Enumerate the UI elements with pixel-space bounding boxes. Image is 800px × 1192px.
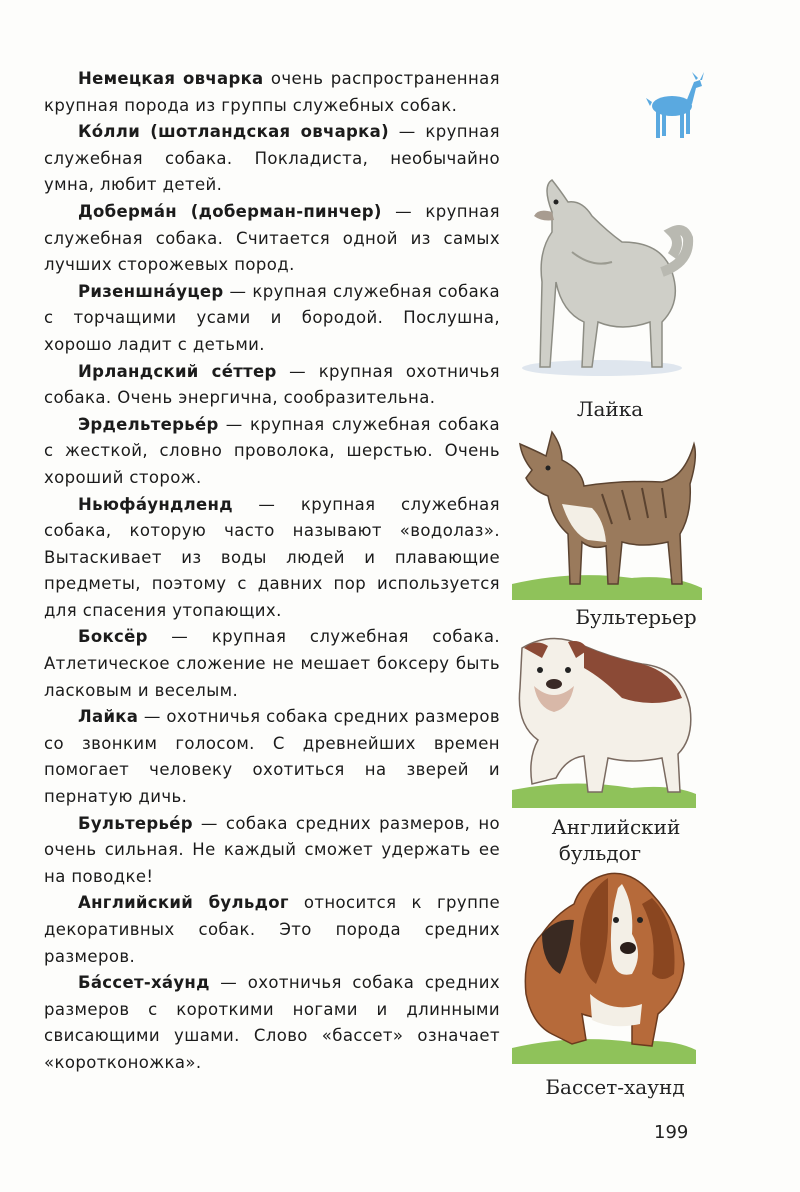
entry-collie: Ко́лли (шотландская овчарка) — крупная служебная собака. Покладиста, необычайно умна, любит детей. bbox=[44, 122, 500, 195]
entry-irish-setter: Ирландский сéттер — крупная охотничья собака. Очень энергична, сообразительна. bbox=[44, 361, 500, 408]
page-number: 199 bbox=[654, 1122, 689, 1143]
entry-riesenschnauzer: Ризеншнáуцер — крупная служебная собака с торчащими усами и бородой. Послушна, хорошо ладит с детьми. bbox=[44, 281, 500, 354]
entry-german-shepherd: Немецкая овчарка очень распространенная крупная порода из группы служебных собак. bbox=[44, 69, 500, 115]
caption-bulldog-line1: Английский bbox=[551, 815, 681, 839]
entry-newfoundland: Ньюфáундленд — крупная служебная собака, которую часто называют «водолаз». Вытаскивает из воды людей и плавающие предметы, поэтому с давних пор используется для спасения утопающих. bbox=[44, 494, 500, 620]
entry-airedale: Эрдельтерьéр — крупная служебная собака с жесткой, словно проволока, шерстью. Очень хороший сторож. bbox=[44, 414, 500, 487]
entry-boxer: Боксёр — крупная служебная собака. Атлетическое сложение не мешает боксеру быть ласковым и веселым. bbox=[44, 627, 500, 700]
caption-bulldog-line2: бульдог bbox=[558, 841, 642, 865]
caption-laika: Лайка bbox=[576, 397, 644, 421]
deer-icon bbox=[642, 72, 708, 142]
entry-basset-hound: Бáссет-хáунд — охотничья собака средних размеров с короткими ногами и длинными свисающими ушами. Слово «бассет» означает «коротконожка». bbox=[44, 973, 500, 1072]
caption-bullterrier: Бультерьер bbox=[575, 605, 697, 629]
laika-illustration bbox=[512, 172, 700, 382]
entry-english-bulldog: Английский бульдог относится к группе декоративных собак. Это порода средних размеров. bbox=[44, 893, 500, 966]
entry-laika: Лайка — охотничья собака средних размеров со звонким голосом. С древнейших времен помогает человеку охотиться на зверей и пернатую дичь. bbox=[44, 707, 500, 807]
bullterrier-illustration bbox=[512, 424, 702, 600]
basset-hound-illustration bbox=[512, 864, 696, 1064]
bulldog-illustration bbox=[512, 628, 696, 808]
caption-basset-hound: Бассет-хаунд bbox=[545, 1075, 685, 1099]
entry-bullterrier: Бультерьéр — собака средних размеров, но очень сильная. Не каждый сможет удержать ее на поводке! bbox=[44, 813, 500, 886]
article-text bbox=[44, 66, 500, 1077]
entry-doberman: Добермáн (доберман-пинчер) — крупная служебная собака. Считается одной из самых лучших сторожевых пород. bbox=[44, 201, 500, 275]
